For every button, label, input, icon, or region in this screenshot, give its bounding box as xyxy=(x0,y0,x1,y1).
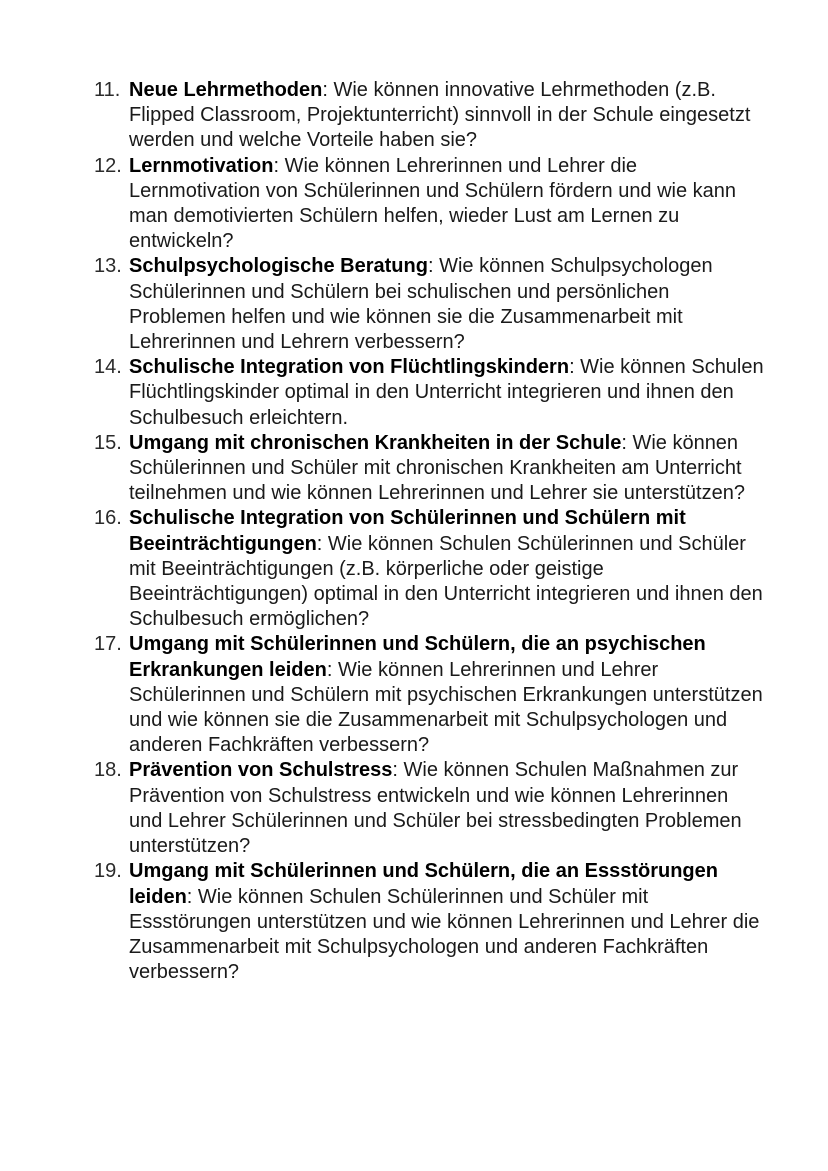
list-item xyxy=(94,758,764,859)
item-text: : Wie können Schulen Flüchtlingskinder optimal in den Unterricht integrieren und ihnen den Schulbesuch erleichtern. xyxy=(129,356,764,429)
item-text: : Wie können Schulen Schülerinnen und Schüler mit Essstörungen unterstützen und wie können Lehrerinnen und Lehrer die Zusammenarbeit mit Schulpsychologen und anderen Fachkräften verbessern? xyxy=(129,885,760,984)
item-number: 17. xyxy=(94,633,122,656)
item-title: Neue Lehrmethoden xyxy=(129,79,323,101)
item-text: : Wie können Schulen Maßnahmen zur Prävention von Schulstress entwickeln und wie können Lehrerinnen und Lehrer Schülerinnen und Schüler bei stressbedingten Problemen unterstützen? xyxy=(129,759,742,858)
list-item xyxy=(94,632,764,758)
item-number: 11. xyxy=(94,79,121,101)
list-item xyxy=(94,355,764,431)
item-text: : Wie können Schülerinnen und Schüler mit chronischen Krankheiten am Unterricht teilnehmen und wie können Lehrerinnen und Lehrer sie unterstützen? xyxy=(129,431,745,505)
item-title: Lernmotivation xyxy=(129,154,274,177)
item-title: Schulische Integration von Schülerinnen und Schülern mit Beeinträchtigungen xyxy=(129,507,686,555)
list-item xyxy=(94,254,764,355)
item-title: Schulische Integration von Flüchtlingskindern xyxy=(129,356,570,379)
list-item xyxy=(94,154,764,255)
list-item xyxy=(94,431,764,507)
item-text: : Wie können Schulpsychologen Schülerinnen und Schülern bei schulischen und persönlichen Problemen helfen und wie können sie die Zusammenarbeit mit Lehrerinnen und Lehrern verbessern? xyxy=(129,255,713,354)
item-text: : Wie können Lehrerinnen und Lehrer Schülerinnen und Schülern mit psychischen Erkrankungen unterstützen und wie können sie die Zusammenarbeit mit Schulpsychologen und anderen Fachkräften verbessern? xyxy=(129,658,763,757)
list-item xyxy=(94,506,764,632)
item-title: Umgang mit chronischen Krankheiten in der Schule xyxy=(129,431,622,454)
item-number: 12. xyxy=(94,154,122,177)
item-title: Umgang mit Schülerinnen und Schülern, die an Essstörungen leiden xyxy=(129,860,718,908)
list-item xyxy=(94,78,764,154)
list-item xyxy=(94,859,764,985)
item-number: 16. xyxy=(94,507,122,530)
item-text: : Wie können Schulen Schülerinnen und Schüler mit Beeinträchtigungen (z.B. körperliche oder geistige Beeinträchtigungen) optimal in den Unterricht integrieren und ihnen den Schulbesuch ermöglichen? xyxy=(129,532,763,631)
topic-list xyxy=(94,78,764,985)
item-title: Umgang mit Schülerinnen und Schülern, die an psychischen Erkrankungen leiden xyxy=(129,633,706,681)
item-text: : Wie können innovative Lehrmethoden (z.B. Flipped Classroom, Projektunterricht) sinnvoll in der Schule eingesetzt werden und welche Vorteile haben sie? xyxy=(129,79,751,152)
item-number: 14. xyxy=(94,356,122,379)
item-title: Prävention von Schulstress xyxy=(129,759,393,782)
item-number: 15. xyxy=(94,431,122,454)
item-number: 18. xyxy=(94,759,122,782)
item-number: 13. xyxy=(94,255,122,278)
item-text: : Wie können Lehrerinnen und Lehrer die Lernmotivation von Schülerinnen und Schülern fördern und wie kann man demotivierten Schülern helfen, wieder Lust am Lernen zu entwickeln? xyxy=(129,154,737,253)
item-title: Schulpsychologische Beratung xyxy=(129,255,428,278)
item-number: 19. xyxy=(94,860,122,883)
